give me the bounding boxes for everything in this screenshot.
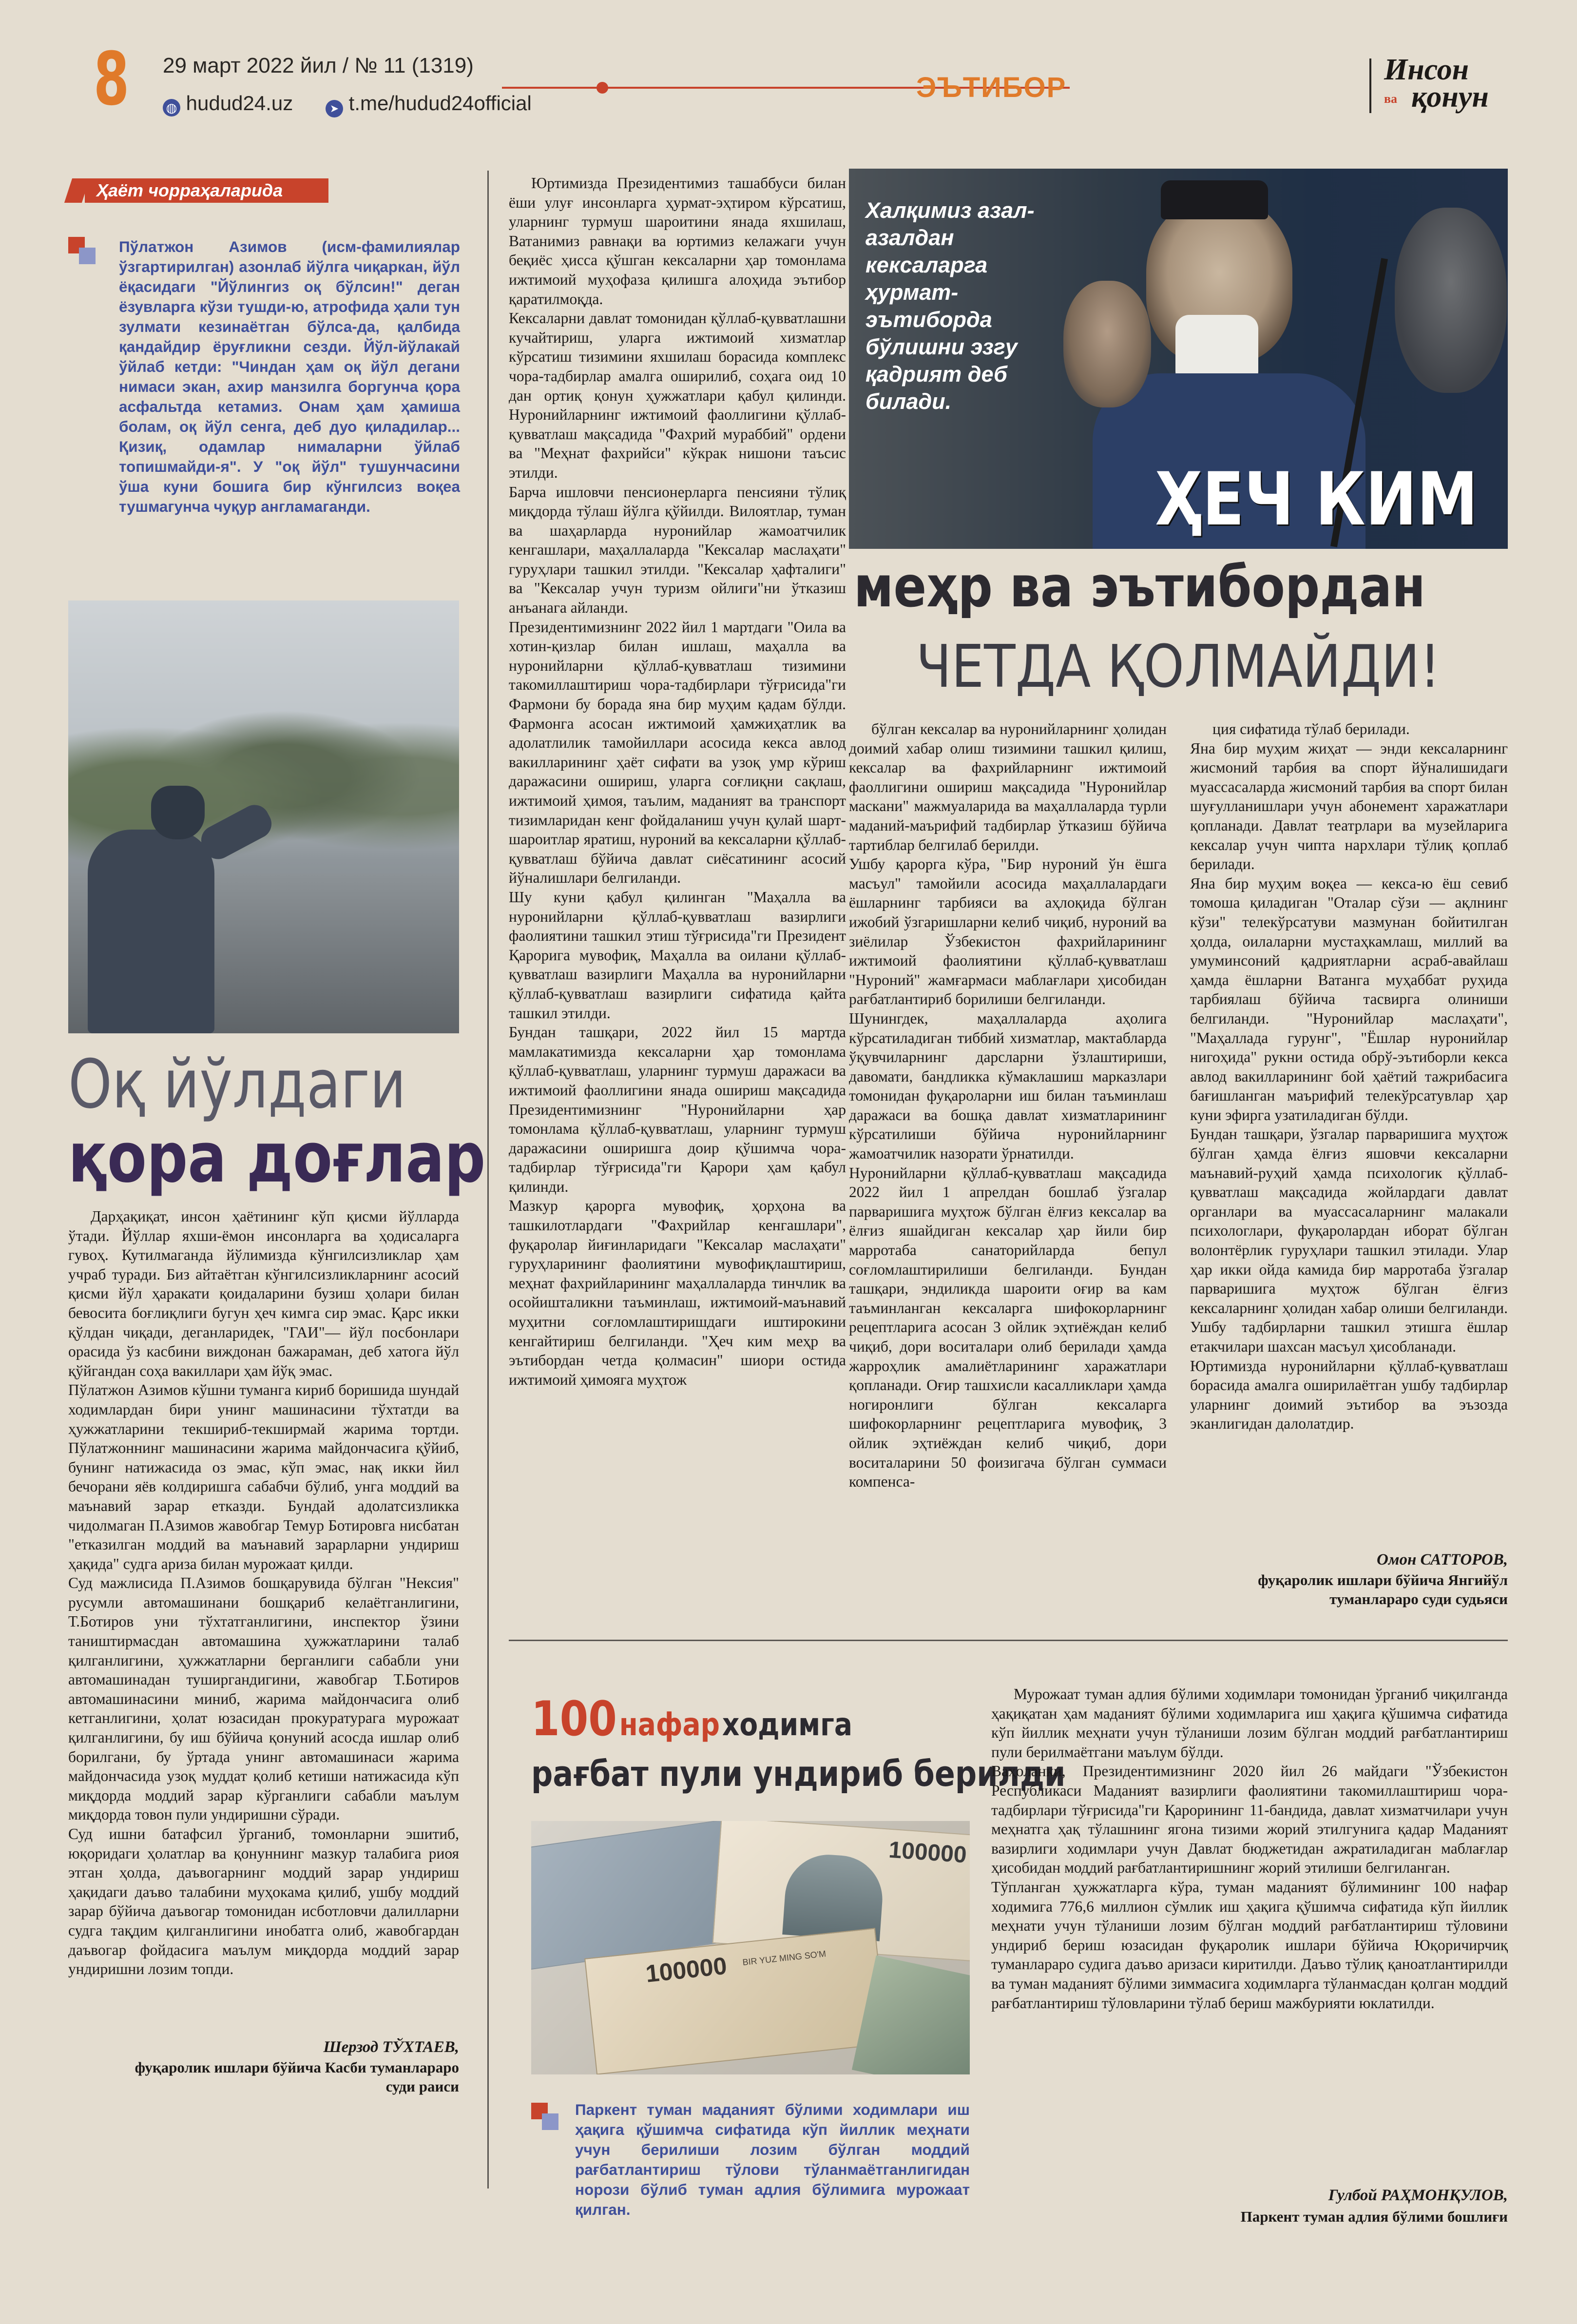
site-text: hudud24.uz [186, 92, 293, 115]
article2-col-mid: бўлган кексалар ва нуронийларнинг ҳолидан доимий хабар олиш тизимини ташкил қилиш, кексалар ва фахрийларнинг ижтимоий фаоллигини ошириш мақсадида "Нуронийлар маскани" мажмуаларида ва маҳаллаларда турли маданий-маърифий тадбирлар ўтказиш бўйича тартиблар белгилаб берилди. Ушбу қарорга кўра, "Бир нуроний ўн ёшга масъул" тамойили асосида маҳаллалардаги ёшларнинг тарбияси ва аҳлоқида бўлган ижобий ўзгаришларни келиб чиқиб, нуроний ва зиёлилар Ўзбекистон фахрийларининг ижтимоий фаолиятини қўллаб-қувватлаш "Нуроний" жамғармаси маблағлари ҳисобидан рағбатлантириб борилиши белгиланди. Шунингдек, маҳаллаларда аҳолига кўрсатиладиган тиббий хизматлар, мактабларда ўқувчиларнинг дарсларни ўзлаштириши, давомати, бандликка кўмаклашиш марказлари томонидан фуқароларни иш билан таъминлаш даражаси ва бошқа давлат хизматларининг кўрсатилиши бўйича нуронийларнинг жамоатчилик назорати ўрнатилди. Нуронийларни қўллаб-қувватлаш мақсадида 2022 йил 1 апрелдан бошлаб ўзгалар парваришига муҳтож бўлган ёлғиз кексалар ва ёлғиз яшайдиган кексалар ҳар йили бир марротаба санаторийларда бепул соғломлаштирилиши белгиланди. Бундан ташқари, эндиликда шароити оғир ва кам таъминланган кексаларга шифокорларнинг рецептларига асосан 3 ойлик эҳтиёждан келиб чиқиб, дори воситалари олиб берилади ҳамда жарроҳлик амалиётларининг харажатлари қопланади. Оғир ташхисли касалликлари ҳамда ногиронлиги бўлган кексаларга шифокорларнинг рецептларига мувофиқ, 3 ойлик эҳтиёждан келиб чиқиб, дори воситаларини 50 фоизигача бўлган суммаси компенса- [849, 720, 1167, 1491]
article1-author-role: фуқаролик ишлари бўйича Касби туманлараро суди раиси [135, 2059, 459, 2095]
date-issue: 29 март 2022 йил / № 11 (1319) [163, 54, 474, 77]
banknote-words: BIR YUZ MING SO'M [742, 1949, 827, 1968]
telegram-text: t.me/hudud24official [348, 92, 532, 115]
article3-lead-marker [531, 2103, 559, 2131]
logo-rule [1369, 58, 1371, 113]
article3-lead: Паркент туман маданият бўлими ходимлари иш ҳақига қўшимча сифатида кўп йиллик меҳнати учун берилиши лозим бўлган моддий рағбатлантириш тўлови тўланмаётганлигидан норози бўлиб туман адлия бўлимига мурожаат қилган. [575, 2101, 970, 2218]
globe-icon: ◍ [163, 99, 180, 116]
banknote-building [782, 1852, 885, 1941]
telegram-icon: ➤ [326, 100, 343, 117]
banknote-value: 100000 [644, 1952, 729, 1988]
title-rest: ходимга [722, 1707, 853, 1743]
article2-title-line3: ЧЕТДА ҚОЛМАЙДИ! [916, 633, 1441, 701]
photo-officer-head [151, 786, 205, 839]
article3-body: Мурожаат туман адлия бўлими ходимлари томонидан ўрганиб чиқилганда ҳақиқатан ҳам маданият бўлими ходимларига иш ҳақига қўшимча сифатида кўп йиллик меҳнати учун тўланиши лозим бўлган моддий рағбатлантириш пули берилмаётгани маълум бўлди. Ваҳоланки, Президентимизнинг 2020 йил 26 майдаги "Ўзбекистон Республикаси Маданият вазирлиги фаолиятини такомиллаштириш чора-тадбирлари тўғрисида"ги Қарорининг 11-бандида, давлат хизматчилари учун меҳнатга ҳақ тўлашнинг ягона тизими жорий этилгунига қадар Маданият вазирлиги ходимлари учун Давлат бюджетидан ажратиладиган маблағлар ҳисобидан моддий рағбатлантиришнинг жорий этилиши белгиланган. Тўпланган ҳужжатларга кўра, туман маданият бўлимининг 100 нафар ходимига 776,6 миллион сўмлик иш ҳақига қўшимча сифатида кўп йиллик меҳнати учун тўланиши лозим бўлган моддий рағбатлантириш тўловини ундириб бериш юзасидан фуқаролик ишлари бўйича Юқоричирчиқ туманлараро судига даъво аризаси киритилди. Даъво тўлиқ қаноатлантирилди ва туман маданият бўлими зиммасига ходимларга тўланмасдан қолган моддий рағбатлантириш тўловларини тўлаб бериш мажбурияти юклатилди. [991, 1685, 1508, 2012]
article-separator [509, 1640, 1508, 1641]
title-word: нафар [619, 1707, 720, 1743]
article1-body: Дарҳақиқат, инсон ҳаётининг кўп қисми йўлларда ўтади. Йўллар яхши-ёмон инсонларга ва ҳодисаларга гувоҳ. Кутилмаганда йўлимизда кўнгилсизликлар ҳам учраб туради. Биз айтаётган кўнгилсизликларнинг асосий қисми йўл ҳаракати қоидаларини бузиш ҳолари билан бевосита боғлиқлиги бугун ҳеч кимга сир эмас. Қарс икки қўлдан чиқади, деганларидек, "ГАИ"— йўл посбонлари орасида ўз касбини виждонан бажараман, деб хатога йўл қўйгандан соҳа вакиллари ҳам йўқ эмас. Пўлатжон Азимов кўшни туманга кириб боришида шундай ходимлардан бири унинг машинасини тўхтатди ва ҳужжатларини текшириб-текширмай жарима тортди. Пўлатжоннинг машинасини жарима майдончасига қўйиб, бунинг натижасида оз эмас, кўп эмас, нақ икки йил бечорани яёв колдиришга сабабчи бўлиб, унга моддий ва маънавий зарар етказди. Бундай адолатсизликка чидолмаган П.Азимов жавобгар Темур Ботировга нисбатан "етказилган моддий ва маънавий зарарларни ундириш ҳақида" судга ариза билан мурожаат қилди. Суд мажлисида П.Азимов бошқарувида бўлган "Нексия" русумли автомашинани бошқариб келаётганлигини, Т.Ботиров уни тўхтатганлигини, инспектор ўзини таништирмасдан автомашина ҳужжатларини талаб қилганлигини, ҳужжатларни берганлиги сабабли уни автомашинадан туширгандигини, жавобгар Т.Ботиров автомашинасини миниб, жарима майдончасига олиб кетганлигини, ҳолат юзасидан прокуратурага мурожаат қилганлигини, бу иш бўйича қонуний асосда ишлар олиб борилгани, бу ўртада унинг автомашинаси жарима майдончасида узоқ муддат қолиб кетиши натижасида кўп миқдорда моддий зарар кўрганлиги сабабли маълум миқдорда товон пули ундиришни сўради. Суд ишни батафсил ўрганиб, томонларни эшитиб, юқоридаги ҳолатлар ва қонуннинг мазкур талабига риоя этган ҳолда, даъвогарнинг моддий зарар ундириш ҳақидаги даъво талабини муҳокама қилиб, ушбу моддий зарар бўйича даъвогар томонидан исботловчи далилларни судга тақдим қилганлигини инобатга олиб, жавобгардан даъвогар фойдасига маълум миқдорда моддий зарар ундиришни лозим топди. [68, 1208, 459, 1978]
article2-col-right: ция сифатида тўлаб берилади. Яна бир муҳим жиҳат — энди кексаларнинг жисмоний тарбия ва спорт йўналишидаги муассасаларда жисмоний тарбия ва спорт билан шуғулланишлари учун абонемент харажатлари қопланади. Давлат театрлари ва музейларига кексалар учун чипта нархлари тўлиқ қоплаб берилади. Яна бир муҳим воқеа — кекса-ю ёш севиб томоша қиладиган "Оталар сўзи — ақлнинг кўзи" телекўрсатуви мазмунан бойитилган ҳолда, оилаларни мустаҳкамлаш, миллий ва умуминсоний қадриятларни асраб-авайлаш ҳамда ёшларни Ватанга муҳаббат руҳида тарбиялаш бўйича тасвирга олиниши белгиланди. "Нуронийлар маслаҳати", "Маҳаллада гурунг", "Ёшлар нуронийлар нигоҳида" рукни остида обрў-эътиборли кекса авлод вакилларининг бой ҳаётий тажрибасига бағишланган маърифий телекўрсатувлар ҳар куни эфирга узатиладиган бўлди. Бундан ташқари, ўзгалар парваришига муҳтож бўлган ҳамда ёлғиз яшовчи кексаларни маънавий-руҳий ҳамда психологик қўллаб-қувватлаш мақсадида жойлардаги давлат органлари ва муассасаларнинг малакали психологлари, фуқаролардан иборат бўлган волонтёрлик гуруҳлари ташкил этилади. Улар ҳар икки ойда камида бир марротаба ўзгалар парваришига муҳтож бўлган ёлғиз кексаларнинг ҳолидан хабар олиши белгиланди. Ушбу тадбирларни ташкил этишга ёшлар етакчилари шахсан масъул ҳисобланади. Юртимизда нуронийларни қўллаб-қувватлаш борасида амалга оширилаётган ушбу тадбирлар уларнинг доимий эътибор ва эъзозда эканлигидан далолатдир. [1190, 720, 1508, 1433]
article3-author-role: Паркент туман адлия бўлими бошлиғи [1240, 2208, 1508, 2225]
article2-author-role: фуқаролик ишлари бўйича Янгийўл туманлараро суди судьяси [1258, 1571, 1508, 1607]
article1-lead: Пўлатжон Азимов (исм-фамилиялар ўзгартирилган) азонлаб йўлга чиқаркан, йўл ёқасидаги "Йўлингиз оқ бўлсин!" деган ёзувларга кўзи тушди-ю, атрофида ҳали тун зулмати кезинаётган бўлса-да, қалбида қандайдир ёруғликни сезди. Йўл-йўлакай ўйлаб кетди: "Чиндан ҳам оқ йўл дегани нимаси экан, ахир манзилга боргунча қора асфальтда кетамиз. Онам ҳам ҳамиша болам, оқ йўл сенга, деб дуо қиладилар... Қизиқ, одамлар нималарни ўйлаб топишмайди-я". У "оқ йўл" тушунчасини ўша куни бошига бир кўнгилсиз воқеа тушмагунча чуқур англамаганди. [119, 238, 460, 515]
logo-line2: қонун [1411, 80, 1489, 114]
column-rule-1 [487, 171, 489, 2188]
logo-va: ва [1384, 92, 1398, 106]
article3-title-line2: рағбат пули ундириб берилди [531, 1753, 1066, 1794]
photo-person-left [1063, 281, 1151, 407]
site-link[interactable] [163, 92, 293, 116]
article2-col-top: Юртимизда Президентимиз ташаббуси билан ёши улуғ инсонларга ҳурмат-эҳтиром кўрсатиш, уларнинг турмуш шароитини янада яхшилаш, Ватанимиз равнақи ва юртимиз келажаги учун беқиёс ҳисса қўшган кексаларни ҳар томонлама ижтимоий муҳофаза қилишга алоҳида эътибор қаратилмоқда. Кексаларни давлат томонидан қўллаб-қувватлашни кучайтириш, уларга ижтимоий хизматлар кўрсатиш тизимини яхшилаш борасида комплекс чора-тадбирлар амалга оширилиб, соҳага оид 10 дан ортиқ қонун ҳужжатлари қабул қилинди. Нуронийларнинг ижтимоий фаоллигини қўллаб-қувватлаш мақсадида "Фахрий мураббий" ордени ва "Меҳнат фахрийси" кўкрак нишони таъсис этилди. Барча ишловчи пенсионерларга пенсияни тўлиқ миқдорда тўлаш йўлга қўйилди. Вилоятлар, туман ва шаҳарларда нуронийлар жамоатчилик кенгашлари, маҳаллаларда "Кексалар маслаҳати" гуруҳлари ташкил этилди. "Кексалар ҳафталиги" ва "Кексалар учун туризм ойлиги"ни ўтказиш анъанага айланди. Президентимизнинг 2022 йил 1 мартдаги "Оила ва хотин-қизлар билан ишлаш, маҳалла ва нуронийларни қўллаб-қувватлаш тизимини такомиллаштириш чора-тадбирлари тўғрисида"ги Фармони бу борада яна бир муҳим қадам бўлди. Фармонга асосан ижтимоий ҳамжиҳатлик ва адолатлилик тамойиллари асосида кекса авлод вакилларининг ҳаёт сифати ва узоқ умр кўриш даражасини ошириш, уларга соғлиқни сақлаш, ижтимоий ҳимоя, таълим, маданият ва транспорт тизимларидан кенг фойдаланиш учун қулай шарт-шароитлар яратиш, нуроний ва кексаларни қўллаб-қувватлаш бўйича давлат сиёсатининг асосий йўналишлари белгиланди. Шу куни қабул қилинган "Маҳалла ва нуронийларни қўллаб-қувватлаш вазирлиги фаолиятини ташкил этиш тўғрисида"ги Президент Қарорига мувофиқ, Маҳалла ва оилани қўллаб-қувватлаш вазирлиги Маҳалла ва нуронийларни қўллаб-қувватлаш вазирлиги сифатида қайта ташкил этилди. Бундан ташқари, 2022 йил 15 мартда мамлакатимизда кексаларни ҳар томонлама қўллаб-қувватлаш, уларнинг турмуш даражаси ва ижтимоий фаоллигини янада ошириш мақсадида Президентимизнинг "Нуронийларни ҳар томонлама қўллаб-қувватлаш, уларнинг турмуш даражасини оширишга доир қўшимча чора-тадбирлар тўғрисида"ги Қарори ҳам қабул қилинди. Мазкур қарорга мувофиқ, ҳорҳона ва ташкилотлардаги "Фахрийлар кенгашлари", фуқаролар йиғинларидаги "Кексалар маслаҳати" гуруҳларининг фаолиятини мувофиқлаштириш, меҳнат фахрийларининг маҳаллаларда тинчлик ва осойишталикни таъминлаш, ижтимоий-маънавий муҳитни соғломлаштиришдаги иштирокини кенгайтириш белгиланди. "Ҳеч ким меҳр ва эътибордан четда қолмасин" шиори остида ижтимоий ҳимояга муҳтож [509, 174, 846, 1388]
logo [1384, 55, 1530, 118]
photo-person-right [1395, 208, 1507, 393]
photo-officer-body [88, 830, 214, 1033]
logo-line1: Инсон [1384, 53, 1469, 86]
article2-title-line1: ҲЕЧ КИМ [1155, 457, 1478, 542]
article1-title-line1: Оқ йўлдаги [68, 1045, 406, 1123]
article1-author: Шерзод ТЎХТАЕВ, [323, 2038, 459, 2056]
telegram-link[interactable] [326, 92, 532, 117]
header-divider-dot [596, 82, 608, 94]
article2-author: Омон САТТОРОВ, [1377, 1551, 1508, 1569]
rubric-bar [68, 178, 331, 203]
title-number: 100 [531, 1691, 617, 1747]
elderly-photo-caption: Халқимиз азал-азалдан кексаларга ҳурмат-эътиборда бўлишни эзгу қадрият деб билади. [865, 198, 1035, 414]
article1-title-line2: қора доғлар [68, 1118, 486, 1198]
photo-cap [1161, 180, 1268, 219]
article3-title-line1 [531, 1691, 852, 1747]
banknotes-photo [531, 1821, 970, 2074]
page-number: 8 [94, 37, 130, 122]
banknote-value-top: 100000 [887, 1837, 968, 1868]
section-title: ЭЪТИБОР [916, 72, 1067, 103]
lead-marker [68, 237, 96, 265]
traffic-photo [68, 600, 459, 1033]
article3-author: Гулбой РАҲМОНҚУЛОВ, [1328, 2187, 1508, 2204]
article2-title-line2: меҳр ва эътибордан [854, 554, 1426, 620]
rubric-label: Ҳаёт чорраҳаларида [85, 178, 328, 203]
